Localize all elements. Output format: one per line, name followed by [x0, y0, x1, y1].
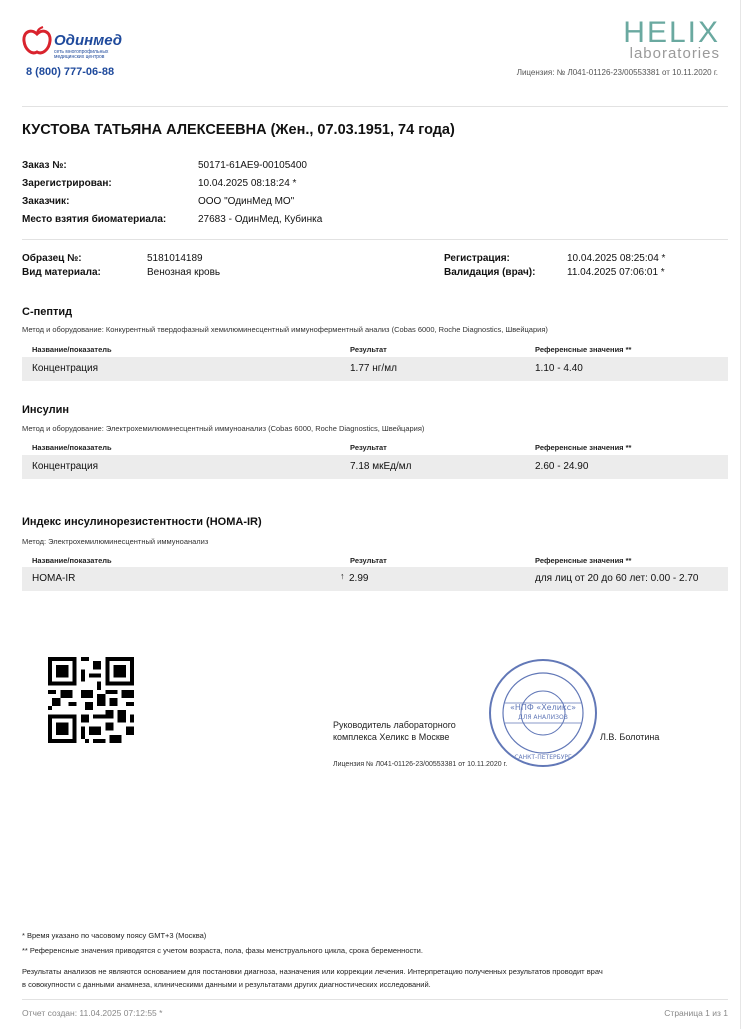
sample-number-label: Образец №: — [22, 253, 82, 264]
disclaimer-line1: Результаты анализов не являются основанием для постановки диагноза, назначения или коррекции лечения. Интерпретацию полученных результатов проводит врач — [22, 967, 603, 976]
page-number: Страница 1 из 1 — [664, 1008, 728, 1018]
arrow-up-icon: ↑ — [340, 571, 345, 581]
sample-values — [147, 252, 220, 280]
order-registered-label: Зарегистрирован: — [22, 178, 112, 189]
row-ref: 1.10 - 4.40 — [535, 363, 583, 374]
row-name: HOMA-IR — [32, 573, 76, 584]
table-row — [22, 357, 728, 381]
row-result: 7.18 мкЕд/мл — [350, 461, 412, 472]
section-method: Метод и оборудование: Конкурентный твердофазный хемилюминесцентный иммуноферментный анализ (Cobas 6000, Roche Diagnostics, Швейцария) — [22, 325, 548, 334]
sample-labels — [22, 252, 101, 280]
validation-label: Валидация (врач): — [444, 267, 536, 278]
signature-title-line2: комплекса Хеликс в Москве — [333, 732, 450, 742]
header-license: Лицензия: № Л041-01126-23/00553381 от 10.11.2020 г. — [516, 68, 718, 77]
row-name: Концентрация — [32, 363, 99, 374]
helix-logo-title: HELIX — [623, 16, 720, 49]
odinmed-logo — [22, 22, 142, 82]
column-header-result: Результат — [350, 556, 387, 565]
helix-logo — [623, 16, 720, 62]
svg-text:ДЛЯ АНАЛИЗОВ: ДЛЯ АНАЛИЗОВ — [518, 714, 568, 721]
column-header-ref: Референсные значения ** — [535, 556, 632, 565]
column-header-result: Результат — [350, 345, 387, 354]
signature-title-line1: Руководитель лабораторного — [333, 720, 456, 730]
section-title: Индекс инсулинорезистентности (HOMA-IR) — [22, 516, 262, 528]
sample-dates-values — [567, 252, 665, 280]
section-method: Метод: Электрохемилюминесцентный иммуноанализ — [22, 537, 209, 546]
helix-logo-subtitle: laboratories — [629, 45, 720, 62]
order-labels — [22, 157, 166, 229]
sample-material-label: Вид материала: — [22, 267, 101, 278]
row-ref: для лиц от 20 до 60 лет: 0.00 - 2.70 — [535, 573, 699, 584]
odinmed-brand: Одинмед — [54, 32, 123, 49]
row-ref: 2.60 - 24.90 — [535, 461, 589, 472]
footnote-time: * Время указано по часовому поясу GMT+3 (Москва) — [22, 931, 207, 940]
qr-code — [48, 657, 134, 743]
column-header-name: Название/показатель — [32, 556, 112, 565]
registration-label: Регистрация: — [444, 253, 510, 264]
table-row — [22, 567, 728, 591]
order-registered-value: 10.04.2025 08:18:24 * — [198, 178, 297, 189]
signatory-name: Л.В. Болотина — [600, 732, 660, 742]
order-number-label: Заказ №: — [22, 160, 67, 171]
apple-icon — [22, 26, 52, 56]
order-place-label: Место взятия биоматериала: — [22, 214, 167, 225]
footnote-reference: ** Референсные значения приводятся с учетом возраста, пола, фазы менструального цикла, срока беременности. — [22, 946, 423, 955]
divider — [22, 999, 728, 1000]
odinmed-tagline: сеть многопрофильных медицинских центров — [54, 49, 109, 60]
patient-name: КУСТОВА ТАТЬЯНА АЛЕКСЕЕВНА (Жен., 07.03.1951, 74 года) — [22, 122, 455, 138]
divider — [22, 239, 728, 240]
column-header-name: Название/показатель — [32, 443, 112, 452]
table-row — [22, 455, 728, 479]
lab-stamp — [487, 657, 599, 769]
validation-value: 11.04.2025 07:06:01 * — [567, 267, 665, 278]
sample-material-value: Венозная кровь — [147, 267, 221, 278]
order-customer-value: ООО "ОдинМед МО" — [198, 196, 295, 207]
order-customer-label: Заказчик: — [22, 196, 70, 207]
order-number-value: 50171-61AE9-00105400 — [198, 160, 307, 171]
signature-license: Лицензия № Л041-01126-23/00553381 от 10.11.2020 г. — [333, 761, 508, 768]
section-title: С-пептид — [22, 306, 73, 318]
divider — [22, 106, 728, 107]
row-result: 2.99 — [349, 573, 369, 584]
signature-title — [333, 719, 456, 743]
order-values — [198, 157, 322, 229]
column-header-ref: Референсные значения ** — [535, 443, 632, 452]
column-header-name: Название/показатель — [32, 345, 112, 354]
row-result: 1.77 нг/мл — [350, 363, 397, 374]
column-header-result: Результат — [350, 443, 387, 452]
sample-number-value: 5181014189 — [147, 253, 203, 264]
disclaimer-line2: в совокупности с данными анамнеза, клиническими данными и результатами других диагностических исследований. — [22, 980, 431, 989]
order-place-value: 27683 - ОдинМед, Кубинка — [198, 214, 323, 225]
svg-text:«НПФ «Хеликс»: «НПФ «Хеликс» — [509, 703, 577, 712]
svg-text:САНКТ-ПЕТЕРБУРГ: САНКТ-ПЕТЕРБУРГ — [514, 754, 572, 761]
report-created: Отчет создан: 11.04.2025 07:12:55 * — [22, 1008, 163, 1018]
odinmed-phone: 8 (800) 777-06-88 — [26, 66, 115, 78]
sample-dates-labels — [444, 252, 535, 280]
section-method: Метод и оборудование: Электрохемилюминесцентный иммуноанализ (Cobas 6000, Roche Diagnostics, Швейцария) — [22, 424, 425, 433]
registration-value: 10.04.2025 08:25:04 * — [567, 253, 666, 264]
row-name: Концентрация — [32, 461, 99, 472]
section-title: Инсулин — [22, 404, 70, 416]
column-header-ref: Референсные значения ** — [535, 345, 632, 354]
